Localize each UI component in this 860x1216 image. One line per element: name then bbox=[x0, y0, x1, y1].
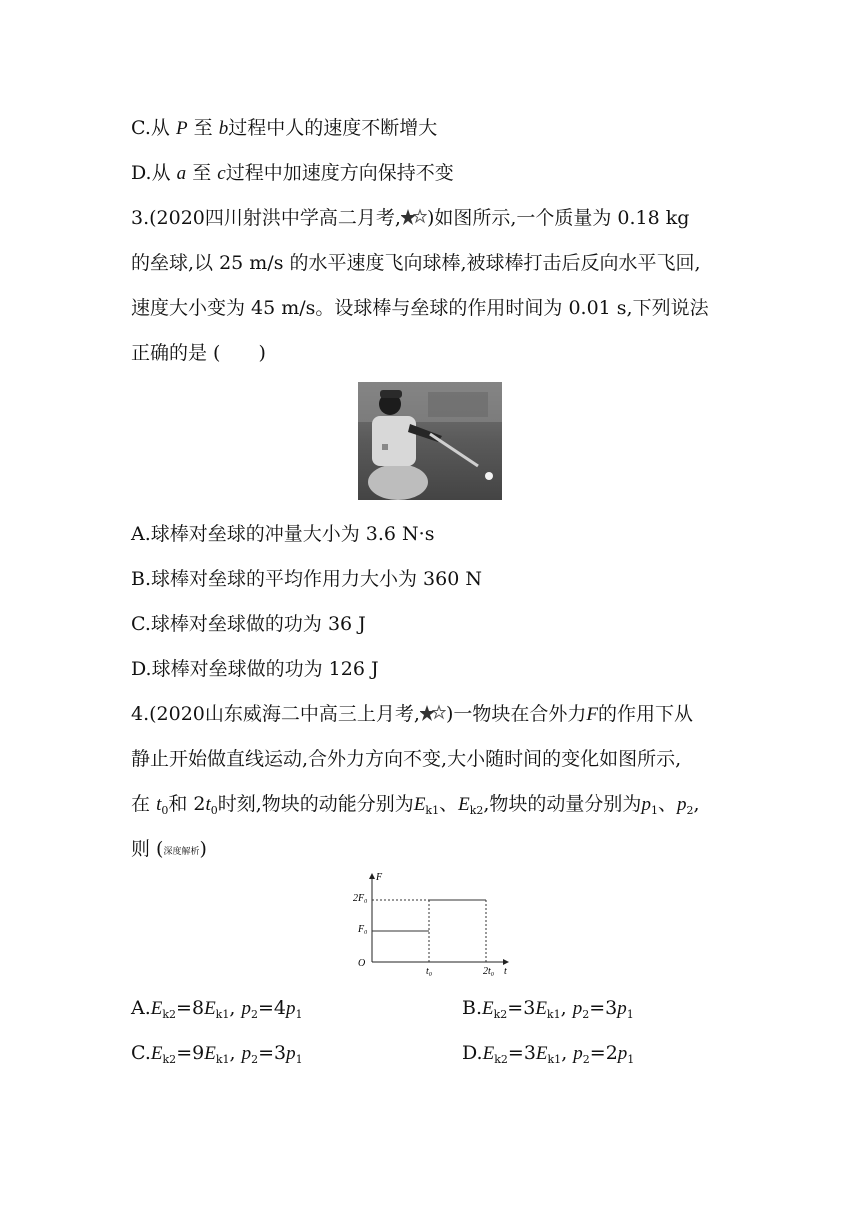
difficulty-stars-icon bbox=[401, 208, 427, 226]
deep-analysis-tag: 深度解析 bbox=[163, 847, 200, 857]
q4-stem-line4: 则 (深度解析) bbox=[131, 838, 207, 860]
q4-stem-line1: 4.(2020山东威海二中高三上月考, )一物块在合外力F的作用下从 bbox=[131, 703, 693, 725]
x-axis-label: t bbox=[504, 966, 507, 977]
q3-stem-line2: 的垒球,以 25 m/s 的水平速度飞向球棒,被球棒打击后反向水平飞回, bbox=[131, 252, 701, 274]
origin-label: O bbox=[358, 958, 366, 969]
q4-stem-line3: 在 $t_0$和 $2t_0$时刻,物块的动能分别为$E_{k1}$、$E_{k2}$,物块的动量分别为$p_1$、$p_2$, bbox=[131, 793, 700, 817]
option-c-prev: C.从 P 至 b过程中人的速度不断增大 bbox=[131, 117, 438, 139]
force-time-chart bbox=[352, 870, 512, 978]
q4-stem-line2: 静止开始做直线运动,合外力方向不变,大小随时间的变化如图所示, bbox=[131, 748, 682, 770]
option-d-prev: D.从 a 至 c过程中加速度方向保持不变 bbox=[131, 162, 454, 184]
q3-option-a: A.球棒对垒球的冲量大小为 3.6 N·s bbox=[131, 523, 435, 545]
q3-stem-line4: 正确的是 ( ) bbox=[131, 342, 266, 364]
q3-stem-line3: 速度大小变为 45 m/s。设球棒与垒球的作用时间为 0.01 s,下列说法 bbox=[131, 297, 709, 319]
q4-option-b: $B.E_{k2}=3E_{k1}$, $p_2=3p_1$ bbox=[462, 997, 634, 1021]
q3-stem-line1: 3.(2020四川射洪中学高二月考, )如图所示,一个质量为 0.18 kg bbox=[131, 207, 690, 229]
q3-option-b: B.球棒对垒球的平均作用力大小为 360 N bbox=[131, 568, 482, 590]
y-axis-label: F bbox=[376, 872, 383, 883]
q4-option-a: $A.E_{k2}=8E_{k1}$, $p_2=4p_1$ $B.E_{k2}=3E_{k1}$, $p_2=3p_1$ bbox=[131, 995, 302, 1028]
q3-option-c: C.球棒对垒球做的功为 36 J bbox=[131, 613, 366, 635]
y-tick-2F0: $2F_0$ bbox=[353, 893, 368, 905]
q4-option-c: $C.E_{k2}=9E_{k1}$, $p_2=3p_1$ $D.E_{k2}=3E_{k1}$, $p_2=2p_1$ bbox=[131, 1040, 303, 1073]
q3-option-d: D.球棒对垒球做的功为 126 J bbox=[131, 658, 379, 680]
x-tick-2t0: $2t_0$ bbox=[483, 966, 494, 978]
x-tick-t0: $t_0$ bbox=[426, 966, 432, 978]
baseball-batter-photo bbox=[358, 382, 502, 500]
y-tick-F0: $F_0$ bbox=[358, 924, 368, 936]
difficulty-stars-icon bbox=[420, 704, 446, 722]
q4-option-d: $D.E_{k2}=3E_{k1}$, $p_2=2p_1$ bbox=[462, 1042, 635, 1066]
